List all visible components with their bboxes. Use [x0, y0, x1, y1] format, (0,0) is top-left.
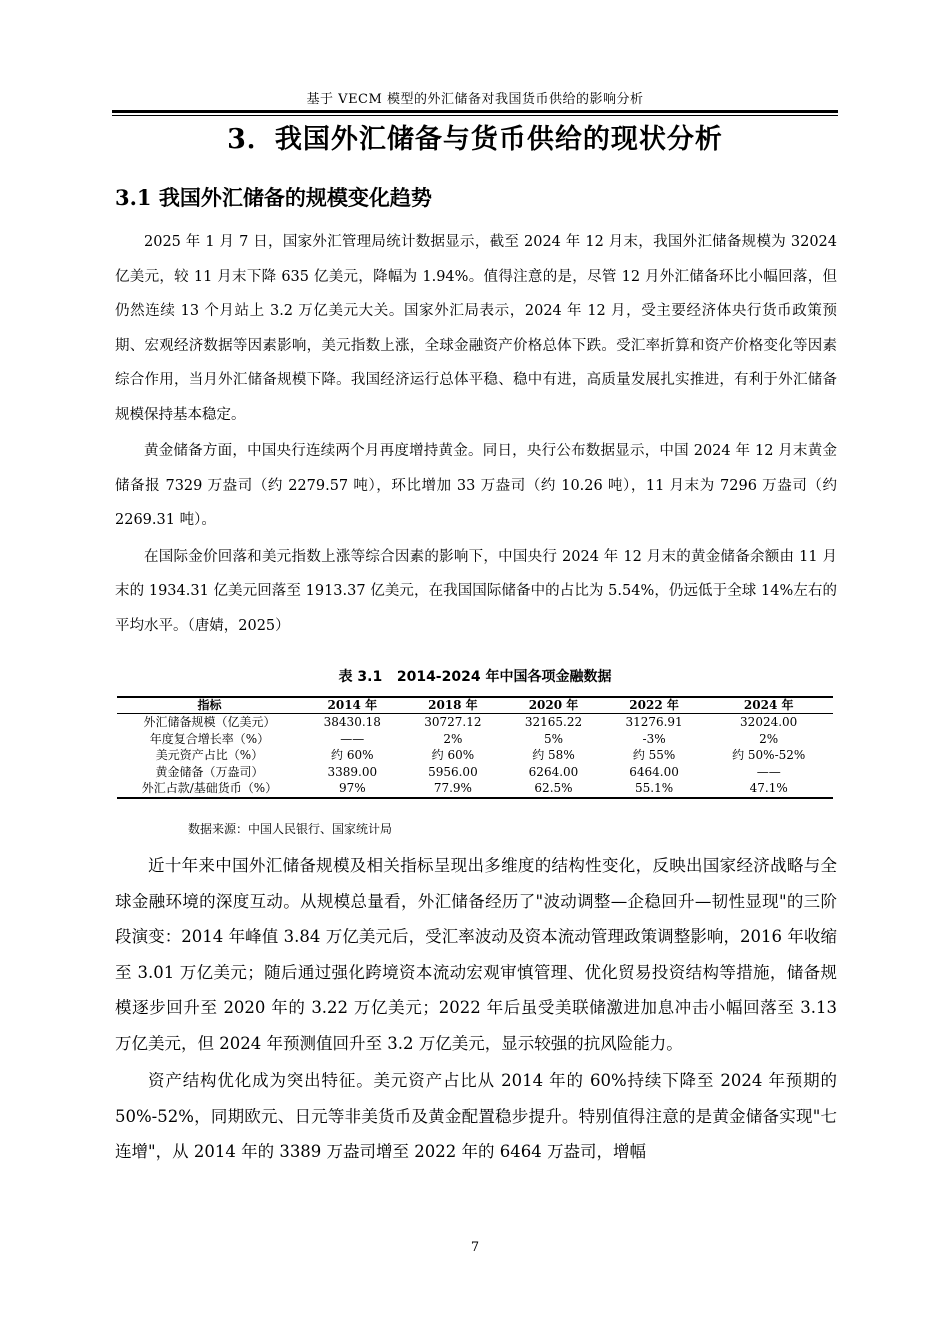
table-header-cell: 指标: [117, 697, 302, 714]
table-cell: 32165.22: [524, 715, 583, 729]
chapter-title: 3．我国外汇储备与货币供给的现状分析: [227, 124, 723, 155]
table-cell: 约 60%: [331, 748, 374, 763]
table-cell: 约 55%: [632, 748, 676, 763]
table-cell: 约 50%-52%: [732, 748, 806, 763]
table-cell: 黄金储备（万盎司）: [155, 764, 264, 779]
table-header-row: [117, 697, 833, 714]
table-cell: 3389.00: [327, 764, 378, 779]
table-header-cell: 2022 年: [604, 697, 705, 714]
table-cell: 62.5%: [503, 780, 604, 798]
paragraph: 在国际金价回落和美元指数上涨等综合因素的影响下，中国央行 2024 年 12 月末的黄金储备余额由 11 月末的 1934.31 亿美元回落至 1913.37 亿美元，在我国国际储备中的占比为 5.54%，仍远低于全球 14%左右的平均水平。（唐婧，2025）: [115, 548, 837, 634]
table-row: [117, 764, 833, 781]
table-header-cell: 2020 年: [503, 697, 604, 714]
paragraph: 2025 年 1 月 7 日，国家外汇管理局统计数据显示，截至 2024 年 12 月末，我国外汇储备规模为 32024 亿美元，较 11 月末下降 635 亿美元，降幅为 1.94%。值得注意的是，尽管 12 月外汇储备环比小幅回落，但仍然连续 13 个月站上 3.2 万亿美元大关。国家外汇局表示，2024 年 12 月，受主要经济体央行货币政策预期、宏观经济数据等因素影响，美元指数上涨，全球金融资产价格总体下跌。受汇率折算和资产价格变化等因素综合作用，当月外汇储备规模下降。我国经济运行总体平稳、稳中有进，高质量发展扎实推进，有利于外汇储备规模保持基本稳定。: [115, 234, 837, 423]
running-header: 基于 VECM 模型的外汇储备对我国货币供给的影响分析: [306, 92, 644, 107]
table-cell: -3%: [642, 731, 666, 746]
body-text-bottom: [115, 848, 837, 1170]
table-cell: 2%: [759, 731, 779, 746]
table-row: [117, 731, 833, 748]
header-rule: [112, 110, 838, 113]
table-row: [117, 747, 833, 764]
table-cell: 6264.00: [528, 764, 579, 779]
table-cell: 美元资产占比（%）: [155, 748, 264, 763]
table-cell: 55.1%: [604, 780, 705, 798]
table-cell: 38430.18: [323, 715, 381, 729]
table-cell: 2%: [443, 731, 463, 746]
table-cell: 30727.12: [424, 715, 482, 729]
section-title: 3.1 我国外汇储备的规模变化趋势: [115, 185, 432, 210]
table-cell: ——: [340, 731, 365, 746]
table-cell: 47.1%: [704, 780, 833, 798]
page-number: 7: [470, 1240, 480, 1255]
table-cell: 年度复合增长率（%）: [149, 731, 270, 746]
data-table: [117, 696, 833, 799]
table-cell: 6464.00: [629, 764, 679, 779]
body-text-top: [115, 225, 837, 643]
table-row: [117, 714, 833, 731]
table-caption-text: 2014-2024 年中国各项金融数据: [396, 669, 612, 685]
table-cell: 32024.00: [740, 715, 798, 729]
table-cell: 约 60%: [431, 748, 475, 763]
paragraph: 资产结构优化成为突出特征。美元资产占比从 2014 年的 60%持续下降至 2024 年预期的 50%-52%，同期欧元、日元等非美货币及黄金配置稳步提升。特别值得注意的是黄金储备实现"七连增"，从 2014 年的 3389 万盎司增至 2022 年的 6464 万盎司，增幅: [115, 1071, 837, 1161]
table-cell: 31276.91: [625, 715, 683, 729]
table-cell: 5956.00: [428, 764, 478, 779]
table-cell: 约 58%: [532, 748, 575, 763]
table-caption-label: 表 3.1: [338, 669, 383, 685]
table-header-cell: 2014 年: [302, 697, 403, 714]
table-cell: 77.9%: [403, 780, 504, 798]
paragraph: 近十年来中国外汇储备规模及相关指标呈现出多维度的结构性变化，反映出国家经济战略与全球金融环境的深度互动。从规模总量看，外汇储备经历了"波动调整—企稳回升—韧性显现"的三阶段演变：2014 年峰值 3.84 万亿美元后，受汇率波动及资本流动管理政策调整影响，2016 年收缩至 3.01 万亿美元；随后通过强化跨境资本流动宏观审慎管理、优化贸易投资结构等措施，储备规模逐步回升至 2020 年的 3.22 万亿美元；2022 年后虽受美联储激进加息冲击小幅回落至 3.13 万亿美元，但 2024 年预测值回升至 3.2 万亿美元，显示较强的抗风险能力。: [115, 856, 837, 1053]
table-cell: 外汇储备规模（亿美元）: [143, 715, 276, 729]
table-header-cell: 2024 年: [704, 697, 833, 714]
header-rule-thin: [112, 115, 838, 116]
table-cell: 外汇占款/基础货币（%）: [117, 780, 302, 798]
table-row: [117, 780, 833, 798]
table-cell: 97%: [302, 780, 403, 798]
table-cell: ——: [756, 764, 781, 779]
table-cell: 5%: [543, 731, 563, 746]
table-caption: [0, 666, 950, 686]
table-source-note: 数据来源：中国人民银行、国家统计局: [188, 822, 393, 836]
table-header-cell: 2018 年: [403, 697, 504, 714]
paragraph: 黄金储备方面，中国央行连续两个月再度增持黄金。同日，央行公布数据显示，中国 2024 年 12 月末黄金储备报 7329 万盎司（约 2279.57 吨），环比增加 33 万盎司（约 10.26 吨），11 月末为 7296 万盎司（约 2269.31 吨）。: [115, 443, 837, 528]
